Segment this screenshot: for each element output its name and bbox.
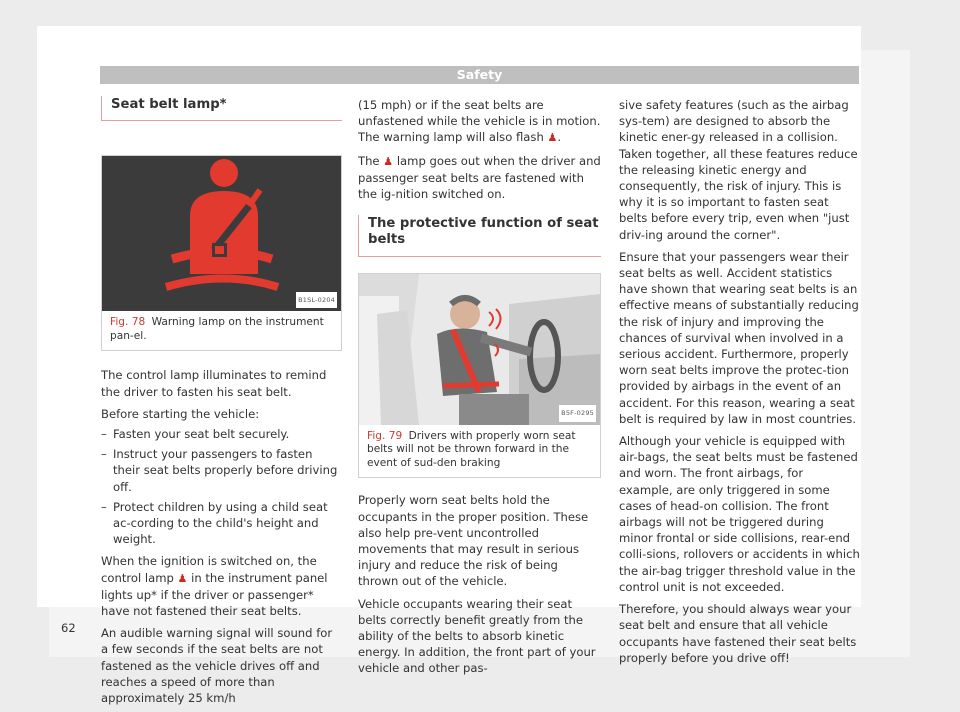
paragraph-continued-a: (15 mph) or if the seat belts are unfastened while the vehicle is in motion. The warning lamp will also flash (358, 98, 601, 145)
paragraph-therefore: Therefore, you should always wear your seat belt and ensure that all vehicle occupants have fastened their seat belts properly before you drive off! (619, 602, 857, 665)
paragraph-lamp-out-b: lamp goes out when the driver and passenger seat belts are fastened with the ig-nition switched on. (358, 153, 601, 202)
figure-code: B5F-0295 (559, 405, 596, 421)
seatbelt-icon: ♟ (547, 131, 558, 145)
paragraph-continued (358, 97, 601, 147)
paragraph-audible: An audible warning signal will sound for a few seconds if the seat belts are not fastened as the vehicle drives off and reaches a speed of more than approximately 25 km/h (101, 626, 333, 706)
paragraph-ignition (101, 553, 342, 619)
column-right (619, 97, 860, 672)
section-header: Safety (100, 66, 859, 84)
column-left (101, 97, 342, 712)
paragraph-ignition-b: in the instrument panel lights up* if the driver or passenger* have not fastened their seat belts. (101, 570, 328, 619)
figure-78 (101, 155, 342, 351)
figure-number: Fig. 78 (110, 316, 146, 329)
driver-illustration (359, 274, 600, 425)
paragraph-continued-b: . (557, 130, 562, 145)
paragraph-passive-safety: sive safety features (such as the airbag sys-tem) are designed to absorb the kinetic ener-gy released in a collision. Taken together, all these features reduce the releasing kinetic energy and consequently, the risk of injury. This is why it is so important to fasten seat belts before every trip, even when "just driv-ing around the corner". (619, 98, 858, 242)
column-middle (358, 97, 601, 683)
step-list (101, 426, 342, 547)
figure-code: B1SL-0204 (296, 292, 337, 308)
paragraph-ignition-a: When the ignition is switched on, the control lamp (101, 554, 317, 585)
paragraph-lamp-out (358, 153, 601, 203)
paragraph-before-start: Before starting the vehicle: (101, 406, 260, 421)
seatbelt-icon: ♟ (177, 571, 188, 585)
list-item: – Fasten your seat belt securely. (101, 426, 342, 442)
paragraph-intro: The control lamp illuminates to remind the driver to fasten his seat belt. (101, 368, 327, 399)
figure-caption-text: Drivers with properly worn seat belts will not be thrown forward in the event of sud-den braking (367, 429, 576, 469)
driver-seatbelt-image (359, 274, 600, 425)
figure-number: Fig. 79 (367, 429, 403, 442)
middle-body (358, 492, 601, 676)
section-heading-seat-belt-lamp: Seat belt lamp* (101, 97, 342, 121)
list-item: – Instruct your passengers to fasten their seat belts properly before driving off. (101, 446, 342, 495)
paragraph-properly-worn: Properly worn seat belts hold the occupants in the proper position. These also help pre-vent uncontrolled movements that may result in serious injury and reduce the risk of being thrown out of the vehicle. (358, 493, 589, 589)
seatbelt-icon: ♟ (383, 154, 394, 168)
list-item: – Protect children by using a child seat ac-cording to the child's height and weight. (101, 499, 342, 548)
paragraph-lamp-out-a: The (358, 153, 380, 168)
figure-caption (359, 425, 600, 478)
figure-caption (102, 311, 341, 350)
figure-79 (358, 273, 601, 479)
figure-caption-text: Warning lamp on the instrument pan-el. (110, 316, 324, 342)
seatbelt-lamp-image (102, 156, 341, 311)
left-body (101, 367, 342, 706)
page-number: 62 (61, 621, 76, 635)
paragraph-although: Although your vehicle is equipped with air-bags, the seat belts must be fastened and worn. The front airbags, for example, are only triggered in some cases of head-on collision. The front airbags will not be triggered during minor frontal or side collisions, rear-end colli-sions, rollovers or accidents in which the air-bag trigger threshold value in the control unit is not exceeded. (619, 434, 860, 594)
section-heading-protective-function: The protective function of seat belts (358, 216, 601, 256)
paragraph-occupants: Vehicle occupants wearing their seat belts correctly benefit greatly from the ability of the belts to absorb kinetic energy. In addition, the front part of your vehicle and other pas- (358, 596, 596, 676)
paragraph-ensure: Ensure that your passengers wear their seat belts as well. Accident statistics have shown that wearing seat belts is an effective means of substantially reducing the risk of injury and improving the chances of survival when involved in a serious accident. Furthermore, properly worn seat belts improve the protec-tion provided by airbags in the event of an accident. For this reason, wearing a seat belt is required by law in most countries. (619, 249, 859, 426)
seatbelt-warning-icon (102, 156, 341, 311)
